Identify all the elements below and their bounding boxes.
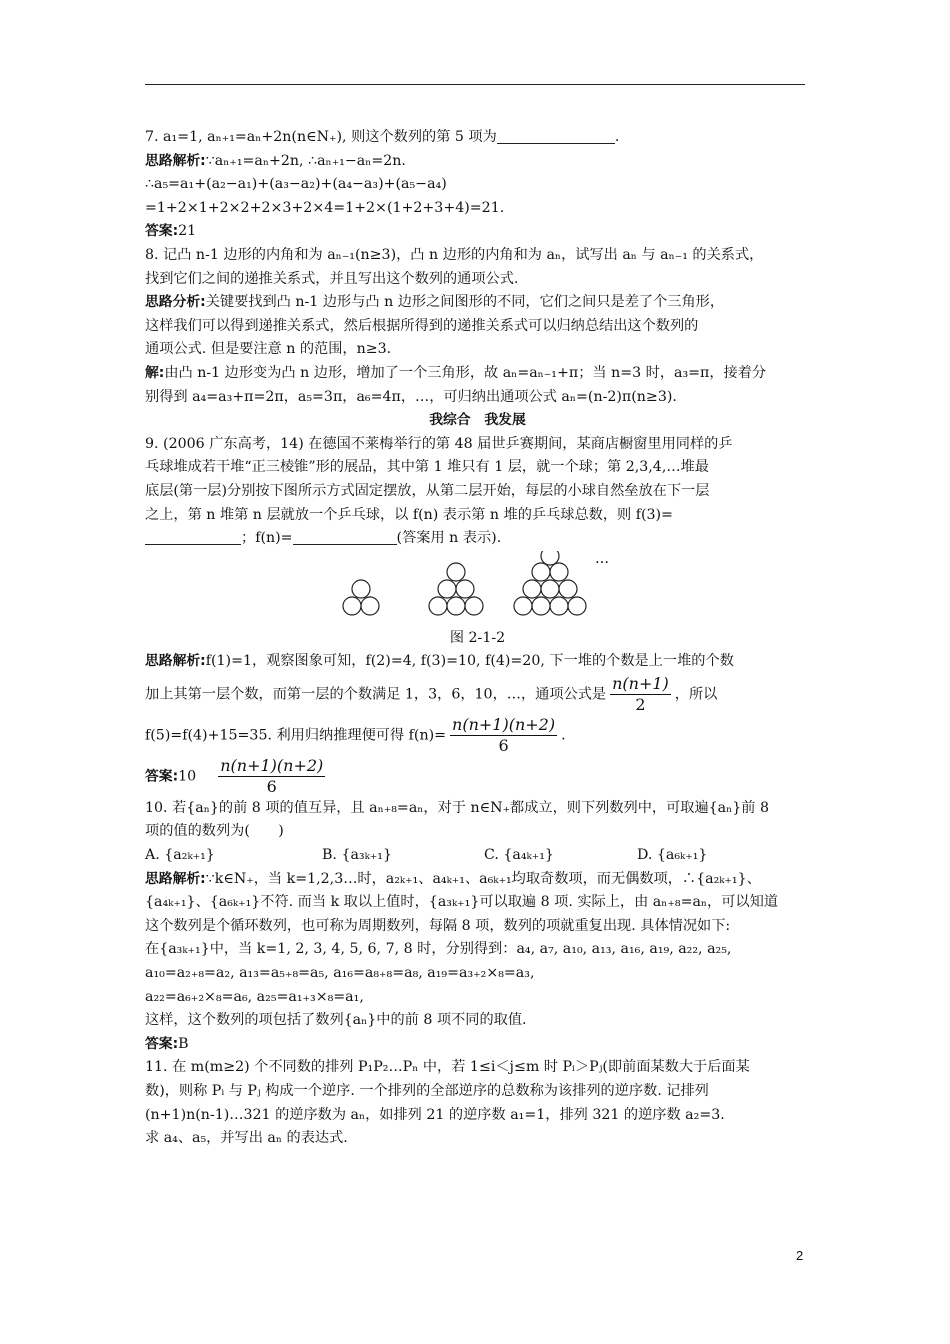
ball bbox=[456, 580, 474, 598]
problem-7-hint: 思路解析:∵aₙ₊₁=aₙ+2n, ∴aₙ₊₁−aₙ=2n. bbox=[145, 152, 406, 169]
problem-10-hint-line-1: 思路解析:∵k∈N₊，当 k=1,2,3…时，a₂ₖ₊₁、a₄ₖ₊₁、a₆ₖ₊₁均取奇数项，而无偶数项，∴{a₂ₖ₊₁}、 bbox=[145, 870, 761, 887]
page-number: 2 bbox=[796, 1248, 804, 1263]
ball-pyramid-figure bbox=[145, 551, 810, 627]
ball bbox=[541, 580, 559, 598]
ball bbox=[550, 563, 568, 581]
problem-11-question-line-3: (n+1)n(n-1)…321 的逆序数为 aₙ，如排列 21 的逆序数 a₁=1，排列 321 的逆序数 a₂=3. bbox=[145, 1106, 725, 1123]
section-title: 我综合 我发展 bbox=[429, 412, 526, 429]
ball bbox=[523, 580, 541, 598]
problem-10-hint-line-4: 在{a₃ₖ₊₁}中，当 k=1, 2, 3, 4, 5, 6, 7, 8 时，分别得到：a₄, a₇, a₁₀, a₁₃, a₁₆, a₁₉, a₂₂, a₂₅, bbox=[145, 941, 732, 958]
ball bbox=[550, 597, 568, 615]
ball bbox=[447, 597, 465, 615]
problem-9-answer: 答案:10 $\frac{n(n+1)(n+2)}{6}$ bbox=[145, 755, 324, 796]
problem-10-question-line-2: 项的值的数列为( ) bbox=[145, 823, 284, 840]
fraction-formula: $\frac{n(n+1)(n+2)}{6}$ bbox=[220, 755, 324, 796]
problem-8-hint-line-1: 思路分析:关键要找到凸 n-1 边形与凸 n 边形之间图形的不同，它们之间只是差了个三角形， bbox=[145, 294, 725, 311]
problem-9-question-line-2: 乓球堆成若干堆“正三棱锥”形的展品，其中第 1 堆只有 1 层，就一个球；第 2,3,4,…堆最 bbox=[145, 459, 709, 476]
problem-9-question-line-3: 底层(第一层)分别按下图所示方式固定摆放，从第二层开始，每层的小球自然垒放在下一层 bbox=[145, 482, 710, 499]
answer-blank bbox=[145, 530, 241, 545]
ball bbox=[532, 563, 550, 581]
document-body bbox=[145, 126, 810, 1151]
problem-10-hint-line-2: {a₄ₖ₊₁}、{a₆ₖ₊₁}不符. 而当 k 取以上值时，{a₃ₖ₊₁}可以取遍 8 项. 实际上，由 aₙ₊₈=aₙ，可以知道 bbox=[145, 894, 778, 911]
problem-9-question-line-1: 9. (2006 广东高考，14) 在德国不莱梅举行的第 48 届世乒赛期间，某商店橱窗里用同样的乒 bbox=[145, 435, 733, 452]
problem-11-question-line-1: 11. 在 m(m≥2) 个不同数的排列 P₁P₂…Pₙ 中，若 1≤i＜j≤m 时 Pᵢ＞Pⱼ(即前面某数大于后面某 bbox=[145, 1059, 750, 1076]
ball bbox=[429, 597, 447, 615]
problem-8-question-line-2: 找到它们之间的递推关系式，并且写出这个数列的通项公式. bbox=[145, 270, 519, 287]
problem-10-hint-line-7: 这样，这个数列的项包括了数列{aₙ}中的前 8 项不同的取值. bbox=[145, 1012, 527, 1029]
ball bbox=[465, 597, 483, 615]
problem-8-hint-line-2: 这样我们可以得到递推关系式，然后根据所得到的递推关系式可以归纳总结出这个数列的 bbox=[145, 317, 699, 334]
problem-9-hint-line-2: 加上其第一层个数，而第一层的个数满足 1，3，6，10，…，通项公式是 $\frac{n(n+1)}{2}$ ，所以 bbox=[145, 673, 718, 714]
ball bbox=[568, 597, 586, 615]
problem-9-hint-line-1: 思路解析:f(1)=1，观察图象可知，f(2)=4, f(3)=10, f(4)=20, 下一堆的个数是上一堆的个数 bbox=[145, 653, 734, 670]
problem-7-answer: 答案:21 bbox=[145, 223, 197, 240]
problem-10-options bbox=[145, 844, 810, 868]
ball bbox=[361, 597, 379, 615]
problem-8-solution-line-1: 解:由凸 n-1 边形变为凸 n 边形，增加了一个三角形，故 aₙ=aₙ₋₁+π；当 n=3 时，a₃=π，接着分 bbox=[145, 364, 767, 381]
fraction-formula: $\frac{n(n+1)}{2}$ bbox=[612, 673, 669, 714]
figure-caption: 图 2-1-2 bbox=[449, 629, 506, 646]
problem-8-hint-line-3: 通项公式. 但是要注意 n 的范围，n≥3. bbox=[145, 341, 392, 358]
ball bbox=[532, 597, 550, 615]
option-a: A. {a₂ₖ₊₁} bbox=[145, 847, 215, 864]
answer-blank bbox=[293, 530, 397, 545]
problem-9-question-line-5: ；f(n)= (答案用 n 表示). bbox=[145, 527, 810, 551]
ball bbox=[343, 597, 361, 615]
problem-9-question-line-4: 之上，第 n 堆第 n 层就放一个乒乓球，以 f(n) 表示第 n 堆的乒乓球总数，则 f(3)= bbox=[145, 506, 673, 523]
header-rule bbox=[145, 84, 805, 85]
problem-11-question-line-2: 数)，则称 Pᵢ 与 Pⱼ 构成一个逆序. 一个排列的全部逆序的总数称为该排列的逆序数. 记排列 bbox=[145, 1083, 709, 1099]
problem-10-hint-line-6: a₂₂=a₆₊₂×₈=a₆, a₂₅=a₁₊₃×₈=a₁, bbox=[145, 988, 364, 1005]
problem-7-step-2: =1+2×1+2×2+2×3+2×4=1+2×(1+2+3+4)=21. bbox=[145, 199, 505, 216]
problem-10-hint-line-5: a₁₀=a₂₊₈=a₂, a₁₃=a₅₊₈=a₅, a₁₆=a₈₊₈=a₈, a₁₉=a₃₊₂×₈=a₃, bbox=[145, 965, 535, 982]
problem-11-question-line-4: 求 a₄、a₅，并写出 aₙ 的表达式. bbox=[145, 1130, 348, 1147]
option-b: B. {a₃ₖ₊₁} bbox=[322, 847, 392, 864]
ball bbox=[447, 563, 465, 581]
ball bbox=[514, 597, 532, 615]
problem-7-question: 7. a₁=1, aₙ₊₁=aₙ+2n(n∈N₊), 则这个数列的第 5 项为 . bbox=[145, 129, 620, 145]
problem-8-solution-line-2: 别得到 a₄=a₃+π=2π，a₅=3π，a₆=4π，…，可归纳出通项公式 aₙ=(n-2)π(n≥3). bbox=[145, 388, 677, 405]
problem-8-question-line-1: 8. 记凸 n-1 边形的内角和为 aₙ₋₁(n≥3)，凸 n 边形的内角和为 aₙ，试写出 aₙ 与 aₙ₋₁ 的关系式， bbox=[145, 246, 764, 263]
ball bbox=[352, 580, 370, 598]
ball-stacks-illustration bbox=[145, 551, 810, 627]
answer-blank bbox=[497, 129, 615, 144]
problem-7-step-1: ∴a₅=a₁+(a₂−a₁)+(a₃−a₂)+(a₄−a₃)+(a₅−a₄) bbox=[145, 176, 447, 193]
problem-10-hint-line-3: 这个数列是个循环数列，也可称为周期数列，每隔 8 项，数列的项就重复出现. 具体情况如下: bbox=[145, 917, 731, 934]
ball bbox=[438, 580, 456, 598]
option-c: C. {a₄ₖ₊₁} bbox=[484, 847, 554, 864]
figure-ellipsis: … bbox=[595, 550, 609, 567]
option-d: D. {a₆ₖ₊₁} bbox=[637, 847, 708, 864]
problem-9-hint-line-3: f(5)=f(4)+15=35. 利用归纳推理便可得 f(n)= $\frac{n(n+1)(n+2)}{6}$ . bbox=[145, 714, 566, 755]
problem-10-question-line-1: 10. 若{aₙ}的前 8 项的值互异，且 aₙ₊₈=aₙ，对于 n∈N₊都成立，则下列数列中，可取遍{aₙ}前 8 bbox=[145, 799, 770, 816]
fraction-formula: $\frac{n(n+1)(n+2)}{6}$ bbox=[452, 714, 556, 755]
problem-10-answer: 答案:B bbox=[145, 1035, 189, 1052]
ball bbox=[559, 580, 577, 598]
